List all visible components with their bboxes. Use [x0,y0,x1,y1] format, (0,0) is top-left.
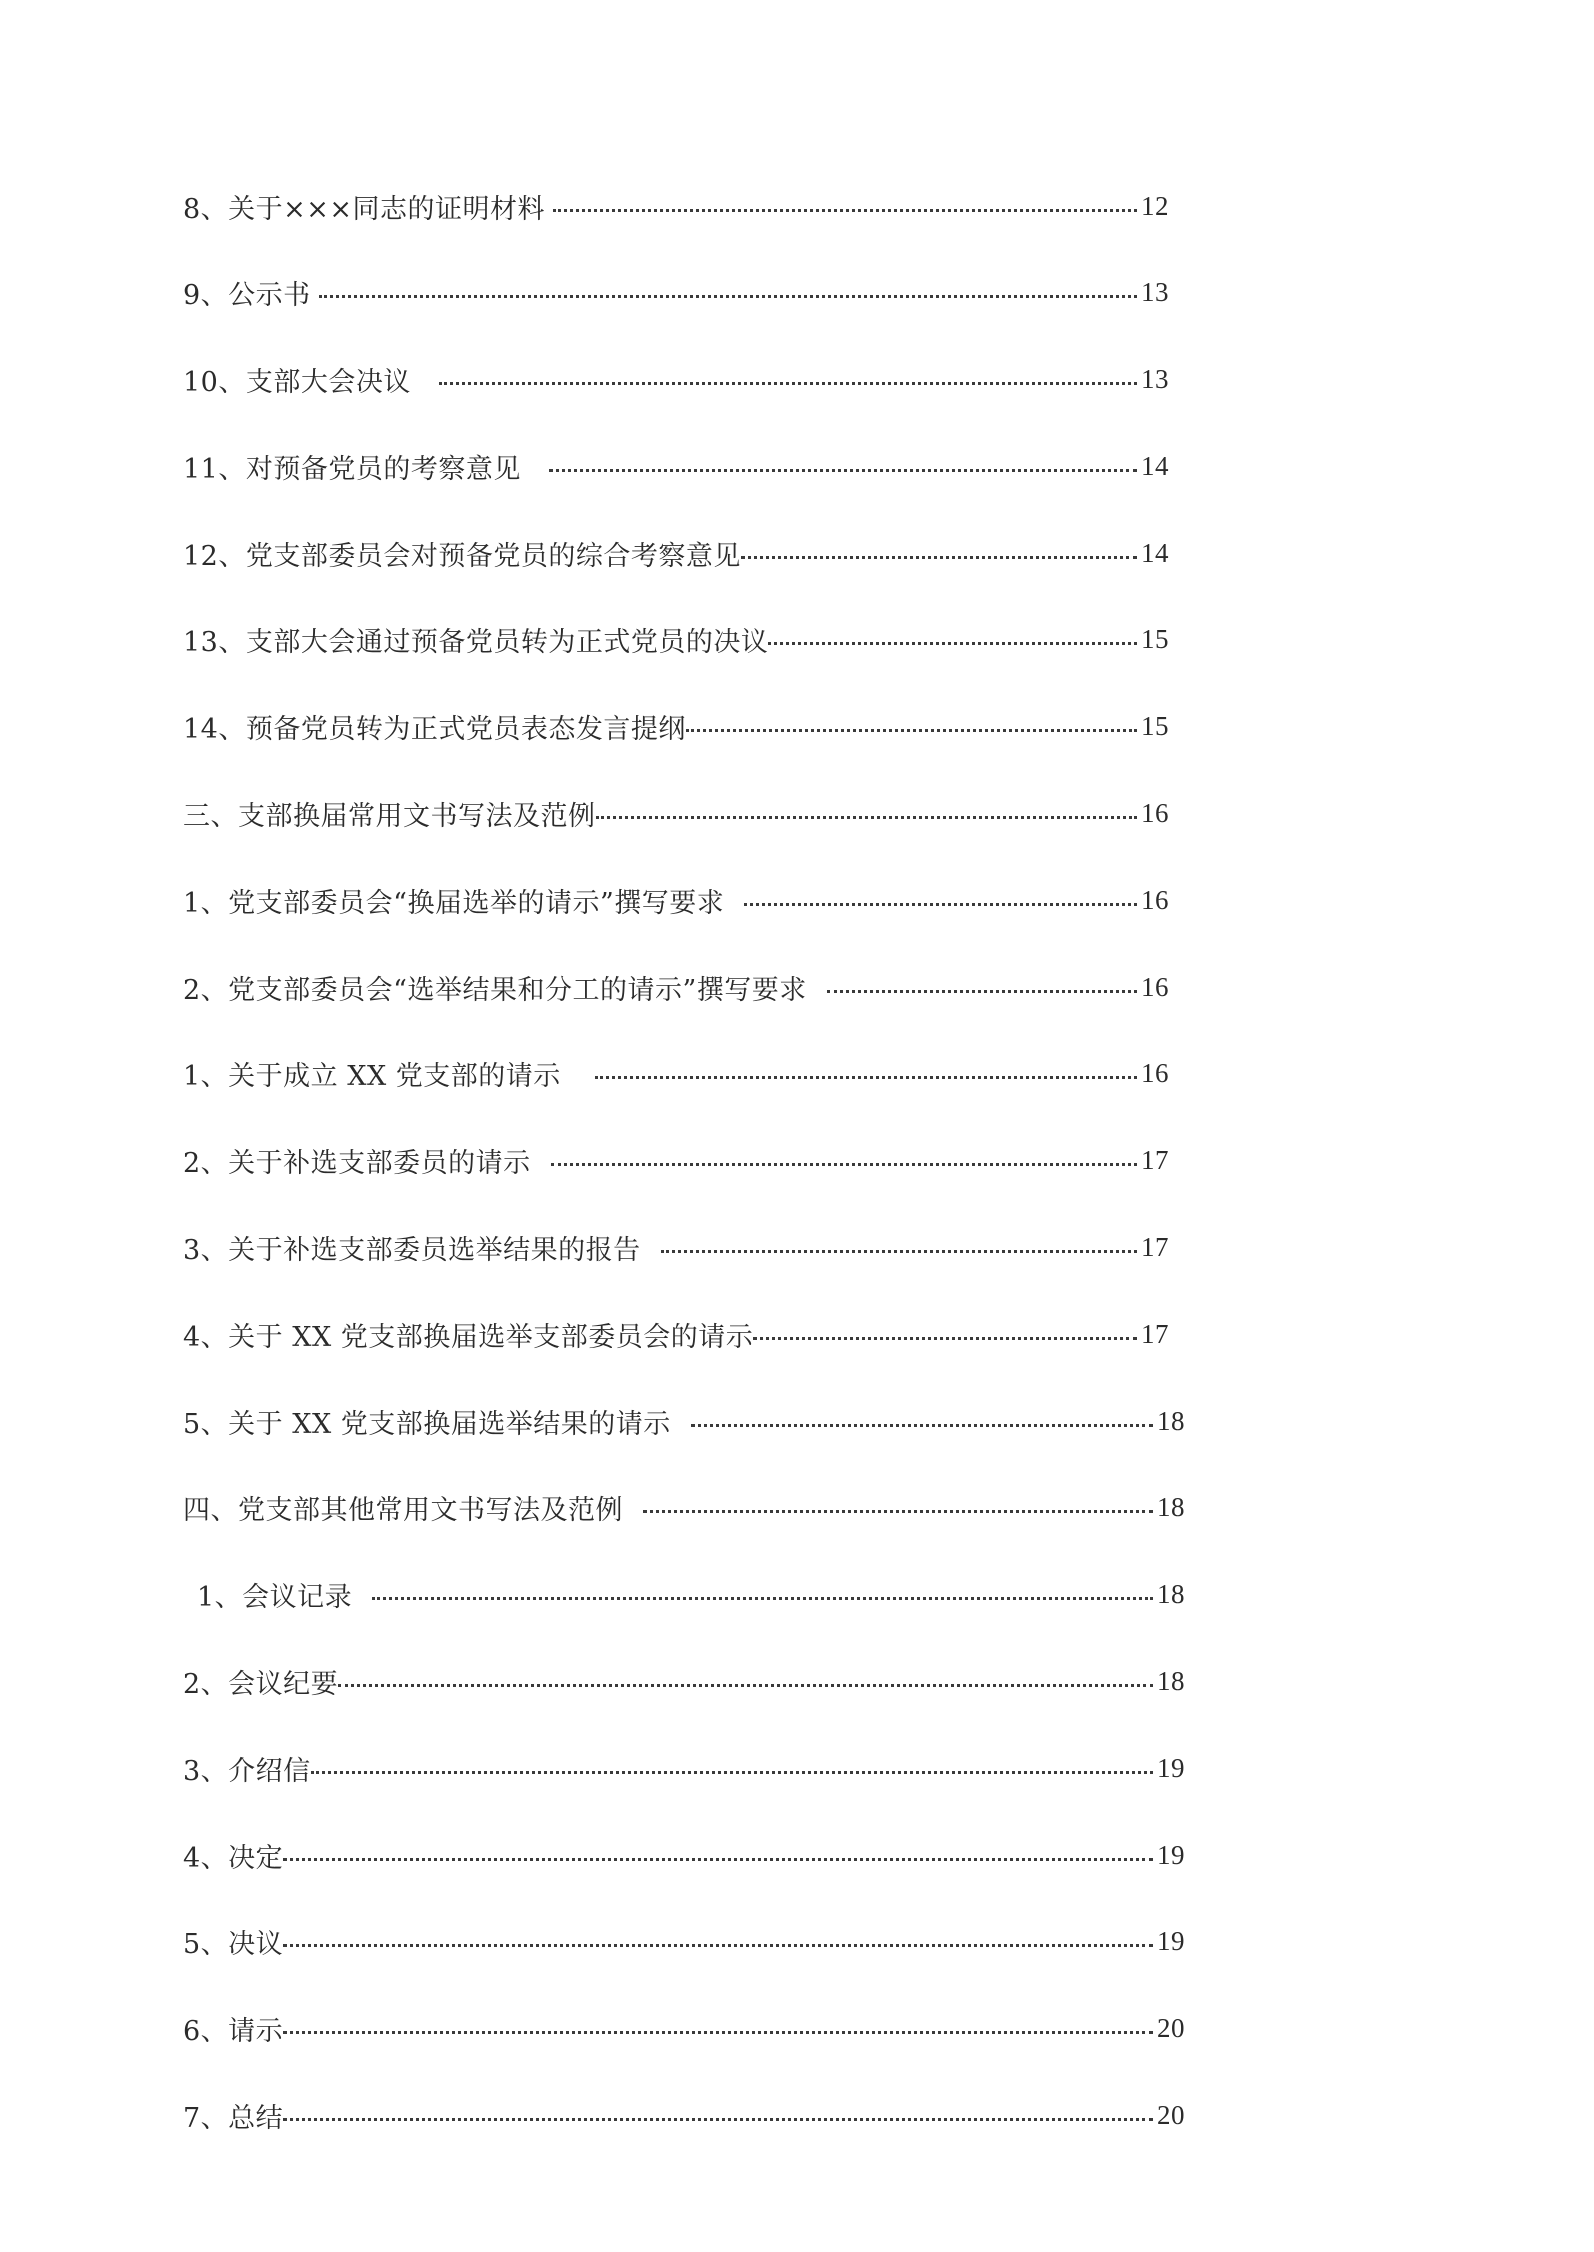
toc-entry[interactable] [0,1314,1594,1401]
dot-leader [827,990,1137,993]
toc-entry[interactable] [0,1054,1594,1141]
dot-leader [744,903,1137,906]
toc-entry-title: 四、党支部其他常用文书写法及范例 [183,1495,623,1527]
dot-leader [439,382,1137,385]
toc-entry[interactable] [0,1401,1594,1488]
toc-entry-page: 20 [1157,2100,1185,2131]
toc-entry-title: 8、关于×××同志的证明材料 [183,193,546,225]
toc-entry-title: 3、介绍信 [183,1755,311,1787]
toc-entry-page: 17 [1141,1318,1169,1349]
dot-leader [596,816,1138,819]
toc-entry-title: 4、决定 [183,1842,284,1874]
toc-entry-page: 13 [1141,364,1169,395]
toc-entry[interactable] [0,1141,1594,1228]
dot-leader [319,295,1137,298]
toc-entry-title: 6、请示 [183,2016,284,2048]
toc-entry-title: 三、支部换届常用文书写法及范例 [183,801,596,833]
toc-entry-title: 1、会议记录 [197,1582,353,1614]
toc-entry[interactable] [0,533,1594,620]
toc-entry-title: 13、支部大会通过预备党员转为正式党员的决议 [183,627,769,659]
toc-entry-page: 18 [1157,1579,1185,1610]
dot-leader [595,1076,1137,1079]
dot-leader [553,209,1137,212]
toc-entry-page: 17 [1141,1145,1169,1176]
toc-entry[interactable] [0,707,1594,794]
toc-entry-title: 2、党支部委员会“选举结果和分工的请示”撰写要求 [183,974,807,1006]
dot-leader [741,556,1137,559]
toc-entry-title: 5、关于 XX 党支部换届选举结果的请示 [183,1408,671,1440]
toc-entry[interactable] [0,360,1594,447]
dot-leader [372,1597,1153,1600]
toc-entry-title: 11、对预备党员的考察意见 [183,453,521,485]
dot-leader [338,1684,1153,1687]
toc-entry-title: 5、决议 [183,1929,284,1961]
toc-entry[interactable] [0,1488,1594,1575]
toc-entry-page: 16 [1141,798,1169,829]
toc-entry[interactable] [0,1835,1594,1922]
toc-entry-title: 9、公示书 [183,280,311,312]
toc-entry[interactable] [0,2009,1594,2096]
toc-entry[interactable] [0,880,1594,967]
toc-entry-title: 14、预备党员转为正式党员表态发言提纲 [183,714,686,746]
toc-entry-page: 15 [1141,624,1169,655]
table-of-contents [0,186,1594,2182]
toc-entry[interactable] [0,1748,1594,1835]
dot-leader [283,2031,1153,2034]
dot-leader [768,642,1137,645]
toc-entry-page: 19 [1157,1926,1185,1957]
toc-entry[interactable] [0,446,1594,533]
toc-entry[interactable] [0,1922,1594,2009]
toc-entry-title: 10、支部大会决议 [183,367,411,399]
toc-entry-title: 2、关于补选支部委员的请示 [183,1148,531,1180]
toc-entry-page: 19 [1157,1839,1185,1870]
dot-leader [283,1944,1153,1947]
toc-entry-page: 19 [1157,1752,1185,1783]
toc-entry-page: 18 [1157,1405,1185,1436]
dot-leader [283,2118,1153,2121]
toc-entry-title: 1、党支部委员会“换届选举的请示”撰写要求 [183,887,725,919]
toc-entry[interactable] [0,2096,1594,2183]
toc-entry[interactable] [0,1662,1594,1749]
dot-leader [686,729,1137,732]
dot-leader [551,1163,1137,1166]
dot-leader [691,1424,1153,1427]
dot-leader [643,1510,1153,1513]
toc-entry-page: 13 [1141,277,1169,308]
toc-entry-page: 12 [1141,190,1169,221]
toc-entry-page: 14 [1141,537,1169,568]
toc-entry-title: 7、总结 [183,2103,284,2135]
dot-leader [311,1771,1153,1774]
toc-entry-page: 20 [1157,2013,1185,2044]
toc-entry-title: 12、党支部委员会对预备党员的综合考察意见 [183,540,741,572]
dot-leader [661,1250,1137,1253]
toc-entry-page: 17 [1141,1232,1169,1263]
toc-entry[interactable] [0,620,1594,707]
toc-entry-page: 14 [1141,450,1169,481]
toc-entry[interactable] [0,273,1594,360]
dot-leader [753,1337,1137,1340]
toc-entry-page: 16 [1141,884,1169,915]
toc-entry[interactable] [0,794,1594,881]
toc-entry-title: 2、会议纪要 [183,1669,339,1701]
toc-entry-page: 18 [1157,1492,1185,1523]
toc-entry[interactable] [0,1575,1594,1662]
toc-entry-title: 4、关于 XX 党支部换届选举支部委员会的请示 [183,1321,754,1353]
toc-entry-title: 3、关于补选支部委员选举结果的报告 [183,1235,641,1267]
toc-entry-title: 1、关于成立 XX 党支部的请示 [183,1061,561,1093]
dot-leader [283,1858,1153,1861]
toc-entry[interactable] [0,967,1594,1054]
dot-leader [549,469,1137,472]
toc-entry[interactable] [0,186,1594,273]
toc-entry-page: 16 [1141,971,1169,1002]
toc-entry[interactable] [0,1228,1594,1315]
toc-entry-page: 16 [1141,1058,1169,1089]
toc-entry-page: 18 [1157,1666,1185,1697]
toc-entry-page: 15 [1141,711,1169,742]
